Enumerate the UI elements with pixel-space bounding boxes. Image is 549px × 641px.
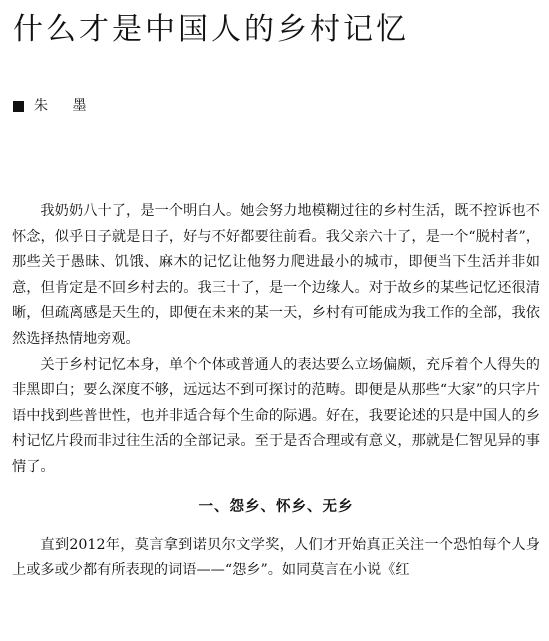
black-square-bullet-icon [13,101,24,112]
article-title: 什么才是中国人的乡村记忆 [13,12,409,47]
author-name: 朱 墨 [34,98,97,114]
section-paragraph-1: 直到2012年，莫言拿到诺贝尔文学奖，人们才开始真正关注一个恐怕每个人身上或多或少都有所表现的词语——“怨乡”。如同莫言在小说《红 [12,536,540,579]
article-body [12,199,540,584]
body-paragraph-1: 我奶奶八十了，是一个明白人。她会努力地模糊过往的乡村生活，既不控诉也不怀念，似乎日子就是日子，好与不好都要往前看。我父亲六十了，是一个“脱村者”，那些关于愚昧、饥饿、麻木的记忆让他努力爬进最小的城市，即便当下生活并非如意，但肯定是不回乡村去的。我三十了，是一个边缘人。对于故乡的某些记忆还很清晰，但疏离感是天生的，即便在未来的某一天，乡村有可能成为我工作的全部，我依然选择热情地旁观。 [12,203,540,347]
body-paragraph-2: 关于乡村记忆本身，单个个体或普通人的表达要么立场偏颇，充斥着个人得失的非黑即白；要么深度不够，远远达不到可探讨的范畴。即便是从那些“大家”的只字片语中找到些普世性，也并非适合每个生命的际遇。好在，我要论述的只是中国人的乡村记忆片段而非过往生活的全部记录。至于是否合理或有意义，那就是仁智见异的事情了。 [12,356,540,475]
section-heading: 一、怨乡、怀乡、无乡 [198,497,354,515]
author-line [13,96,96,116]
